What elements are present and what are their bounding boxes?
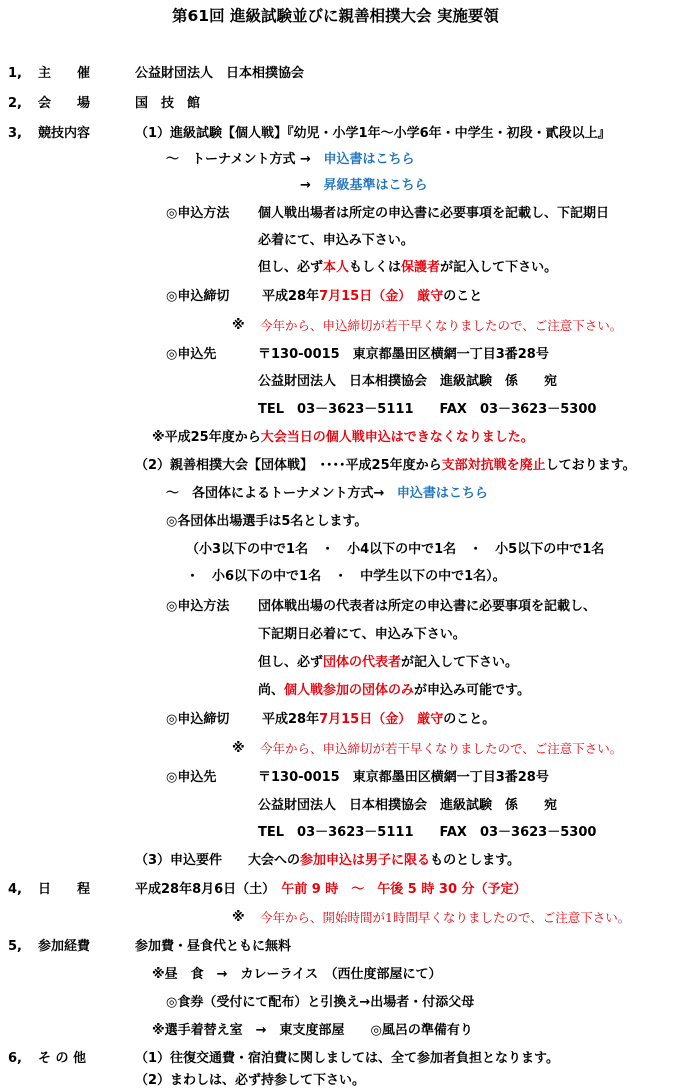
text: ものとします。 xyxy=(430,853,521,868)
lunch-info: ※昼 食 → カレーライス （西仕度部屋にて） xyxy=(152,967,442,982)
text: 但し、必ず xyxy=(258,655,324,670)
section-label: 競技内容 xyxy=(38,126,91,141)
deadline-date: 7月15日（金） xyxy=(319,712,412,727)
method-text: 団体戦出場の代表者は所定の申込書に必要事項を記載し、 xyxy=(258,599,597,614)
deadline-note: 今年から、申込締切が若干早くなりましたので、ご注意下さい。 xyxy=(260,741,623,756)
schedule-line xyxy=(135,882,527,898)
deadline-line xyxy=(262,289,482,305)
highlight-text: 保護者 xyxy=(401,260,441,275)
other-item: （1）往復交通費・宿泊費に関しましては、全て参加者負担となります。 xyxy=(135,1051,560,1066)
text: のこと xyxy=(443,289,483,304)
section-label: 参加経費 xyxy=(38,939,91,954)
deadline-label: ◎申込締切 xyxy=(166,712,230,727)
players-detail: （小3以下の中で1名 ・ 小4以下の中で1名 ・ 小5以下の中で1名 xyxy=(186,542,605,557)
destination-org: 公益財団法人 日本相撲協会 進級試験 係 宛 xyxy=(258,798,558,813)
note-mark: ※ xyxy=(232,910,245,925)
text: もしくは xyxy=(349,260,402,275)
section-label: 主 催 xyxy=(38,66,91,81)
section-label: 会 場 xyxy=(38,96,91,111)
promotion-test-heading: （1）進級試験【個人戦】『幼児・小学1年～小学6年・中学生・初段・貳段以上』 xyxy=(135,126,611,141)
note-mark: ※ xyxy=(232,318,245,333)
team-application-form-link[interactable]: 申込書はこちら xyxy=(396,486,488,501)
criteria-line xyxy=(300,178,427,194)
deadline-note: 今年から、申込締切が若干早くなりましたので、ご注意下さい。 xyxy=(260,318,623,333)
note-mark: ※ xyxy=(232,741,245,756)
text: しております。 xyxy=(545,458,636,473)
section-number: 6, xyxy=(8,1051,22,1066)
destination-phone: TEL 03－3623－5111 FAX 03－3623－5300 xyxy=(258,402,597,417)
tournament-text: ～ トーナメント方式 → xyxy=(166,152,311,167)
venue-value: 国 技 館 xyxy=(135,96,201,111)
section-number: 4, xyxy=(8,882,22,897)
players-detail: ・ 小6以下の中で1名 ・ 中学生以下の中で1名）。 xyxy=(186,569,506,584)
section-label: そ の 他 xyxy=(38,1051,87,1066)
method-text-line xyxy=(258,260,557,276)
arrow-icon: → xyxy=(300,178,311,193)
highlight-text: 個人戦参加の団体のみ xyxy=(284,683,415,698)
method-label: ◎申込方法 xyxy=(166,206,230,221)
method-text-line xyxy=(258,655,518,671)
text: ※平成25年度から xyxy=(152,430,261,445)
organizer-value: 公益財団法人 日本相撲協会 xyxy=(135,66,305,81)
changing-room-info: ※選手着替え室 → 東支度部屋 ◎風呂の準備有り xyxy=(152,1023,473,1038)
highlight-text: 支部対抗戦を廃止 xyxy=(441,458,546,473)
destination-label: ◎申込先 xyxy=(166,347,217,362)
application-form-link[interactable]: 申込書はこちら xyxy=(323,152,415,167)
text: が申込み可能です。 xyxy=(414,683,530,698)
strict-text: 厳守 xyxy=(417,289,444,304)
method-label: ◎申込方法 xyxy=(166,599,230,614)
team-heading-line xyxy=(135,458,636,474)
team-tournament-line xyxy=(166,486,488,502)
page-title: 第61回 進級試験並びに親善相撲大会 実施要領 xyxy=(172,7,499,25)
section-number: 2, xyxy=(8,96,22,111)
tournament-text: ～ 各団体によるトーナメント方式→ xyxy=(166,486,385,501)
cost-value: 参加費・昼食代ともに無料 xyxy=(135,939,292,954)
section-number: 5, xyxy=(8,939,22,954)
deadline-date: 7月15日（金） xyxy=(319,289,412,304)
section-number: 1, xyxy=(8,66,22,81)
text: が記入して下さい。 xyxy=(440,260,558,275)
strict-text: 厳守 xyxy=(417,712,444,727)
destination-address: 〒130-0015 東京都墨田区横網一丁目3番28号 xyxy=(258,770,549,785)
text: （3）申込要件 大会への xyxy=(135,853,301,868)
method-text: 必着にて、申込み下さい。 xyxy=(258,233,414,248)
destination-org: 公益財団法人 日本相撲協会 進級試験 係 宛 xyxy=(258,374,558,389)
deadline-line xyxy=(262,712,495,728)
section-label: 日 程 xyxy=(38,882,91,897)
schedule-note: 今年から、開始時間が1時間早くなりましたので、ご注意下さい。 xyxy=(260,910,631,925)
text: 平成28年 xyxy=(262,712,320,727)
method-text: 個人戦出場者は所定の申込書に必要事項を記載し、下記期日 xyxy=(258,206,610,221)
highlight-text: 団体の代表者 xyxy=(323,655,402,670)
team-heading: （2）親善相撲大会【団体戦】 ････平成25年度から xyxy=(135,458,442,473)
text: のこと。 xyxy=(443,712,496,727)
method-text-line xyxy=(258,683,530,699)
method-text: 下記期日必着にて、申込み下さい。 xyxy=(258,627,466,642)
schedule-time: 午前 9 時 ～ 午後 5 時 30 分（予定） xyxy=(281,882,527,897)
highlight-text: 参加申込は男子に限る xyxy=(300,853,431,868)
highlight-text: 大会当日の個人戦申込はできなくなりました。 xyxy=(260,430,534,445)
players-text: ◎各団体出場選手は5名とします。 xyxy=(166,514,368,529)
warning-line xyxy=(152,430,534,446)
destination-phone: TEL 03－3623－5111 FAX 03－3623－5300 xyxy=(258,825,597,840)
destination-address: 〒130-0015 東京都墨田区横網一丁目3番28号 xyxy=(258,347,549,362)
highlight-text: 本人 xyxy=(323,260,350,275)
schedule-date: 平成28年8月6日（土） xyxy=(135,882,276,897)
ticket-info: ◎食券（受付にて配布）と引換え→出場者・付添父母 xyxy=(166,995,475,1010)
text: 平成28年 xyxy=(262,289,320,304)
tournament-line xyxy=(166,152,414,168)
other-item: （2）まわしは、必ず持参して下さい。 xyxy=(135,1073,366,1088)
section-number: 3, xyxy=(8,126,22,141)
requirements-line xyxy=(135,853,520,869)
promotion-criteria-link[interactable]: 昇級基準はこちら xyxy=(323,178,428,193)
text: が記入して下さい。 xyxy=(401,655,519,670)
text: 尚、 xyxy=(258,683,285,698)
text: 但し、必ず xyxy=(258,260,324,275)
destination-label: ◎申込先 xyxy=(166,770,217,785)
deadline-label: ◎申込締切 xyxy=(166,289,230,304)
